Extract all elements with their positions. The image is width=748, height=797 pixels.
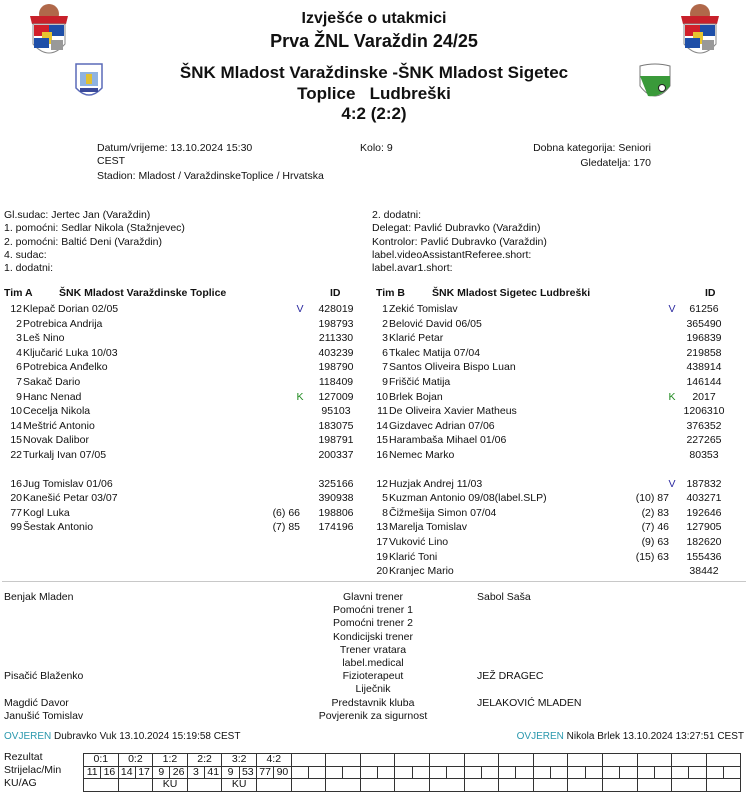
- captain-marker: K: [296, 390, 304, 403]
- scorer-cell: 77: [256, 766, 273, 779]
- player-id: 325166: [318, 477, 354, 490]
- player-id: 187832: [686, 477, 722, 490]
- home-team-name-cont: Toplice: [297, 84, 356, 103]
- minute-cell: 17: [135, 766, 152, 779]
- report-title: Izvješće o utakmici: [301, 10, 447, 27]
- goalkeeper-marker: V: [296, 303, 304, 315]
- home-staff-name: Janušić Tomislav: [4, 709, 84, 722]
- substitution-info: (6) 66: [272, 506, 300, 519]
- scorer-cell: [672, 766, 689, 779]
- minute-cell: 26: [170, 766, 187, 779]
- player-name: Klarić Petar: [389, 332, 444, 345]
- home-verified-status: OVJEREN: [4, 731, 52, 742]
- minute-cell: [378, 766, 395, 779]
- player-name: Vuković Lino: [389, 536, 449, 548]
- away-staff-name: Sabol Saša: [477, 591, 531, 603]
- home-verification: [4, 731, 240, 742]
- player-number: 5: [382, 492, 388, 505]
- official-additional-1: 1. dodatni:: [4, 262, 54, 275]
- player-number: 12: [376, 477, 388, 490]
- player-row: [0, 375, 370, 390]
- score-cell: 2:2: [187, 754, 222, 767]
- player-name: Klepač Dorian 02/05: [23, 303, 119, 315]
- player-id: 1206310: [683, 405, 725, 418]
- substitution-info: (7) 46: [641, 521, 669, 534]
- team-a-label: Tim A: [4, 287, 33, 299]
- scorer-cell: [637, 766, 654, 779]
- player-number: 17: [376, 536, 388, 548]
- score-cell: 0:2: [118, 754, 153, 767]
- player-id: 146144: [686, 376, 722, 388]
- player-id: 219858: [686, 346, 722, 359]
- goal-type-cell: [187, 779, 222, 792]
- minute-cell: [585, 766, 602, 779]
- substitution-info: (15) 63: [635, 550, 669, 563]
- score-cell: 4:2: [256, 754, 291, 767]
- player-number: 20: [376, 565, 388, 578]
- official-avar1: label.avar1.short:: [372, 262, 453, 275]
- official-controller: Kontrolor: Pavlić Dubravko (Varaždin): [372, 235, 547, 248]
- staff-role-label: Trener vratara: [339, 643, 407, 656]
- score-cell: [499, 754, 534, 767]
- goal-type-cell: [464, 779, 499, 792]
- player-id: 403239: [318, 346, 354, 359]
- player-name: Klarić Toni: [389, 550, 438, 563]
- score-cell: [360, 754, 395, 767]
- player-number: 14: [10, 419, 22, 432]
- scorer-cell: [602, 766, 619, 779]
- goal-type-cell: [395, 779, 430, 792]
- player-name: Potrebica Anđelko: [23, 361, 108, 374]
- player-name: Kogl Luka: [23, 506, 70, 519]
- player-number: 8: [382, 506, 388, 519]
- goal-type-cell: [360, 779, 395, 792]
- staff-role-label: Predstavnik kluba: [331, 696, 415, 709]
- player-number: 16: [10, 477, 22, 490]
- player-number: 99: [10, 521, 22, 534]
- round-text: Kolo: 9: [360, 142, 393, 154]
- goal-type-cell: [429, 779, 464, 792]
- teams-line1: [0, 62, 748, 83]
- player-number: 16: [376, 449, 388, 461]
- player-name: Marelja Tomislav: [389, 521, 467, 534]
- player-name: Turkalj Ivan 07/05: [23, 449, 107, 461]
- label-scorer-minute: Strijelac/Min: [4, 764, 62, 777]
- minute-cell: [447, 766, 464, 779]
- player-row: [366, 346, 736, 361]
- official-assistant-2: 2. pomoćni: Baltić Deni (Varaždin): [4, 235, 162, 248]
- player-name: Huzjak Andrej 11/03: [389, 477, 483, 490]
- player-id: 2017: [692, 390, 716, 403]
- player-name: Nemec Marko: [389, 449, 455, 461]
- player-number: 15: [10, 434, 22, 447]
- scorer-cell: [395, 766, 412, 779]
- minute-cell: [481, 766, 498, 779]
- score-cell: 0:1: [84, 754, 119, 767]
- team-b-id-header: ID: [705, 287, 716, 299]
- player-number: 15: [376, 434, 388, 447]
- scorer-cell: [533, 766, 550, 779]
- substitution-info: (9) 63: [641, 536, 669, 548]
- minute-cell: [620, 766, 637, 779]
- goal-type-cell: [637, 779, 672, 792]
- minute-cell: [412, 766, 429, 779]
- player-id: 127905: [686, 521, 722, 534]
- minute-cell: [551, 766, 568, 779]
- section-divider: [2, 581, 746, 582]
- player-name: Kanešić Petar 03/07: [23, 492, 118, 505]
- player-id: 61256: [689, 303, 719, 315]
- substitution-info: (7) 85: [272, 521, 300, 534]
- player-id: 198793: [318, 317, 354, 330]
- player-id: 211330: [318, 332, 354, 345]
- player-row: [0, 491, 370, 506]
- player-name: Meštrić Antonio: [23, 419, 95, 432]
- player-id: 200337: [318, 449, 354, 461]
- staff-role-label: Povjerenik za sigurnost: [318, 709, 428, 722]
- player-name: Kuzman Antonio 09/08(label.SLP): [389, 492, 547, 505]
- scorer-row: [84, 766, 741, 779]
- goalkeeper-marker: V: [668, 477, 676, 490]
- home-verified-by: Dubravko Vuk 13.10.2024 15:19:58 CEST: [54, 731, 241, 742]
- minute-cell: [723, 766, 740, 779]
- timezone-text: CEST: [97, 155, 126, 167]
- match-teams: [0, 62, 748, 104]
- player-row: [0, 404, 370, 419]
- score-cell: [672, 754, 707, 767]
- match-datetime: [97, 142, 324, 183]
- player-number: 1: [382, 303, 388, 315]
- goal-type-cell: [118, 779, 153, 792]
- player-row: [0, 390, 370, 405]
- player-name: Friščić Matija: [389, 376, 451, 388]
- official-assistant-1: 1. pomoćni: Sedlar Nikola (Stažnjevec): [4, 222, 185, 235]
- player-id: 390938: [318, 492, 354, 505]
- substitution-info: (10) 87: [635, 492, 669, 505]
- player-row: [366, 360, 736, 375]
- player-name: Belović David 06/05: [389, 317, 482, 330]
- player-number: 7: [382, 361, 388, 374]
- scorer-cell: [360, 766, 377, 779]
- player-name: De Oliveira Xavier Matheus: [389, 405, 517, 418]
- goal-type-cell: [256, 779, 291, 792]
- minute-cell: 41: [205, 766, 222, 779]
- score-cell: [533, 754, 568, 767]
- scorer-cell: 9: [222, 766, 239, 779]
- player-id: 155436: [686, 550, 722, 563]
- player-name: Gizdavec Adrian 07/06: [389, 419, 495, 432]
- minute-cell: [689, 766, 706, 779]
- player-number: 3: [382, 332, 388, 345]
- player-number: 2: [382, 317, 388, 330]
- player-id: 192646: [686, 506, 722, 519]
- player-number: 22: [10, 449, 22, 461]
- player-name: Santos Oliveira Bispo Luan: [389, 361, 516, 374]
- player-number: 9: [382, 376, 388, 388]
- official-additional-2: 2. dodatni:: [372, 209, 422, 221]
- player-id: 428019: [318, 303, 354, 315]
- player-name: Leš Nino: [23, 332, 65, 345]
- scorer-cell: 11: [84, 766, 101, 779]
- result-row: [84, 754, 741, 767]
- scorer-cell: 3: [187, 766, 204, 779]
- label-ku-ag: KU/AG: [4, 777, 37, 790]
- player-row: [366, 331, 736, 346]
- scorer-cell: [326, 766, 343, 779]
- player-number: 2: [16, 317, 22, 330]
- player-id: 198791: [318, 434, 354, 447]
- scorer-cell: [706, 766, 723, 779]
- player-id: 95103: [321, 405, 351, 418]
- player-row: [366, 390, 736, 405]
- minute-cell: [343, 766, 360, 779]
- player-row: [0, 520, 370, 535]
- score-cell: [637, 754, 672, 767]
- player-row: [0, 433, 370, 448]
- player-id: 127009: [318, 390, 354, 403]
- player-row: [366, 375, 736, 390]
- goal-type-cell: [326, 779, 361, 792]
- scorer-cell: [499, 766, 516, 779]
- minute-cell: 53: [239, 766, 256, 779]
- captain-marker: K: [668, 390, 676, 403]
- player-name: Ključarić Luka 10/03: [23, 346, 118, 359]
- player-number: 4: [16, 346, 22, 359]
- player-number: 9: [16, 390, 22, 403]
- player-row: [0, 506, 370, 521]
- staff-role-label: Kondicijski trener: [333, 630, 413, 643]
- staff-role-label: Fizioterapeut: [342, 670, 404, 683]
- stadium-text: Stadion: Mladost / VaraždinskeToplice / Hrvatska: [97, 170, 324, 182]
- away-staff-name: JEŽ DRAGEC: [477, 670, 544, 683]
- player-row: [366, 520, 736, 535]
- player-id: 174196: [318, 521, 354, 534]
- player-id: 198790: [318, 361, 354, 374]
- player-number: 10: [376, 390, 388, 403]
- goal-type-cell: KU: [222, 779, 257, 792]
- staff-role-label: label.medical: [342, 657, 404, 669]
- result-row-labels: [4, 751, 61, 791]
- player-row: [0, 448, 370, 463]
- goalkeeper-marker: V: [668, 303, 676, 315]
- player-row: [366, 491, 736, 506]
- player-id: 227265: [686, 434, 722, 447]
- minute-cell: [516, 766, 533, 779]
- player-row: [0, 331, 370, 346]
- player-id: 118409: [318, 376, 354, 388]
- away-verification: [517, 731, 744, 742]
- player-number: 14: [376, 419, 388, 432]
- player-number: 11: [377, 405, 388, 418]
- scorer-cell: [291, 766, 308, 779]
- official-delegate: Delegat: Pavlić Dubravko (Varaždin): [372, 222, 541, 235]
- score-cell: [395, 754, 430, 767]
- goal-type-cell: [499, 779, 534, 792]
- player-name: Hanc Nenad: [23, 390, 82, 403]
- player-name: Jug Tomislav 01/06: [23, 477, 113, 490]
- player-id: 403271: [686, 492, 722, 505]
- score-cell: [429, 754, 464, 767]
- team-a-id-header: ID: [330, 287, 341, 299]
- goal-type-cell: [533, 779, 568, 792]
- score-cell: 3:2: [222, 754, 257, 767]
- away-team-name-cont: Ludbreški: [369, 84, 451, 103]
- player-row: [0, 419, 370, 434]
- goal-type-cell: KU: [153, 779, 188, 792]
- officials-right: [372, 209, 547, 275]
- score-cell: [706, 754, 741, 767]
- league-title: Prva ŽNL Varaždin 24/25: [270, 31, 478, 51]
- home-team-name: ŠNK Mladost Varaždinske -: [179, 63, 399, 82]
- player-name: Čižmešija Simon 07/04: [389, 506, 497, 519]
- player-row: [0, 317, 370, 332]
- minute-cell: [654, 766, 671, 779]
- goal-type-cell: [84, 779, 119, 792]
- player-number: 6: [16, 361, 22, 374]
- goals-table: [83, 753, 741, 792]
- player-id: 196839: [686, 332, 722, 345]
- official-main-referee: Gl.sudac: Jertec Jan (Varaždin): [4, 209, 151, 221]
- home-staff-name: Magdić Davor: [4, 696, 69, 709]
- official-fourth: 4. sudac:: [4, 248, 47, 261]
- player-number: 7: [16, 376, 22, 388]
- player-id: 183075: [318, 419, 354, 432]
- goal-type-cell: [672, 779, 707, 792]
- substitution-info: (2) 83: [641, 506, 669, 519]
- goal-type-cell: [602, 779, 637, 792]
- player-number: 19: [376, 550, 388, 563]
- player-number: 13: [376, 521, 388, 534]
- player-name: Sakač Dario: [23, 376, 81, 388]
- team-b-label: Tim B: [376, 287, 405, 299]
- player-name: Brlek Bojan: [389, 390, 443, 403]
- player-row: [366, 564, 736, 579]
- player-row: [366, 302, 736, 317]
- label-result: Rezultat: [4, 751, 43, 763]
- player-name: Cecelja Nikola: [23, 405, 91, 418]
- player-row: [366, 506, 736, 521]
- player-number: 3: [16, 332, 22, 345]
- player-id: 80353: [689, 449, 719, 461]
- goal-type-cell: [568, 779, 603, 792]
- minute-cell: 90: [274, 766, 291, 779]
- player-name: Zekić Tomislav: [389, 303, 458, 315]
- scorer-cell: 9: [153, 766, 170, 779]
- player-row: [366, 448, 736, 463]
- player-row: [366, 535, 736, 550]
- scorer-cell: [568, 766, 585, 779]
- player-number: 10: [10, 405, 22, 418]
- player-row: [0, 360, 370, 375]
- player-row: [366, 433, 736, 448]
- home-staff-name: Pisačić Blaženko: [4, 670, 84, 683]
- official-var: label.videoAssistantReferee.short:: [372, 248, 532, 261]
- player-name: Tkalec Matija 07/04: [389, 346, 481, 359]
- player-id: 365490: [686, 317, 722, 330]
- player-id: 38442: [689, 565, 719, 578]
- player-name: Novak Dalibor: [23, 434, 89, 447]
- attendance-text: Gledatelja: 170: [580, 157, 651, 169]
- player-number: 20: [10, 492, 22, 505]
- goal-type-row: [84, 779, 741, 792]
- final-score: 4:2 (2:2): [341, 104, 407, 123]
- scorer-cell: [429, 766, 446, 779]
- teams-line2: [0, 83, 748, 104]
- staff-role-label: Glavni trener: [342, 591, 404, 603]
- player-name: Kranjec Mario: [389, 565, 454, 578]
- score-cell: [602, 754, 637, 767]
- player-id: 376352: [686, 419, 722, 432]
- player-row: [366, 404, 736, 419]
- home-staff-name: Benjak Mladen: [4, 591, 74, 603]
- player-number: 77: [10, 506, 22, 519]
- player-row: [366, 550, 736, 565]
- staff-role-label: Pomoćni trener 2: [333, 617, 413, 630]
- score-cell: [568, 754, 603, 767]
- scorer-cell: 14: [118, 766, 135, 779]
- goal-type-cell: [706, 779, 741, 792]
- scorer-cell: [464, 766, 481, 779]
- player-name: Harambaša Mihael 01/06: [389, 434, 507, 447]
- away-team-name: ŠNK Mladost Sigetec: [398, 63, 569, 82]
- player-row: [366, 477, 736, 492]
- player-id: 438914: [686, 361, 722, 374]
- player-row: [366, 317, 736, 332]
- away-verified-status: OVJEREN: [516, 731, 564, 742]
- minute-cell: 16: [101, 766, 118, 779]
- score-cell: [291, 754, 326, 767]
- minute-cell: [308, 766, 325, 779]
- away-staff-name: JELAKOVIĆ MLADEN: [477, 696, 582, 709]
- team-a-name: ŠNK Mladost Varaždinske Toplice: [59, 287, 227, 299]
- staff-role-label: Pomoćni trener 1: [333, 604, 413, 617]
- officials-left: [4, 209, 185, 275]
- away-verified-by: Nikola Brlek 13.10.2024 13:27:51 CEST: [566, 731, 744, 742]
- player-row: [0, 302, 370, 317]
- category-text: Dobna kategorija: Seniori: [533, 142, 651, 154]
- player-id: 198806: [318, 506, 354, 519]
- player-number: 6: [382, 346, 388, 359]
- player-row: [366, 419, 736, 434]
- player-row: [0, 346, 370, 361]
- staff-role-label: Liječnik: [355, 683, 391, 696]
- player-id: 182620: [686, 536, 722, 548]
- datetime-text: Datum/vrijeme: 13.10.2024 15:30: [97, 142, 253, 154]
- score-cell: [464, 754, 499, 767]
- player-number: 12: [10, 303, 22, 315]
- player-row: [0, 477, 370, 492]
- goal-type-cell: [291, 779, 326, 792]
- player-name: Potrebica Andrija: [23, 317, 103, 330]
- team-b-name: ŠNK Mladost Sigetec Ludbreški: [432, 287, 591, 299]
- score-cell: 1:2: [153, 754, 188, 767]
- player-name: Šestak Antonio: [23, 521, 94, 534]
- score-cell: [326, 754, 361, 767]
